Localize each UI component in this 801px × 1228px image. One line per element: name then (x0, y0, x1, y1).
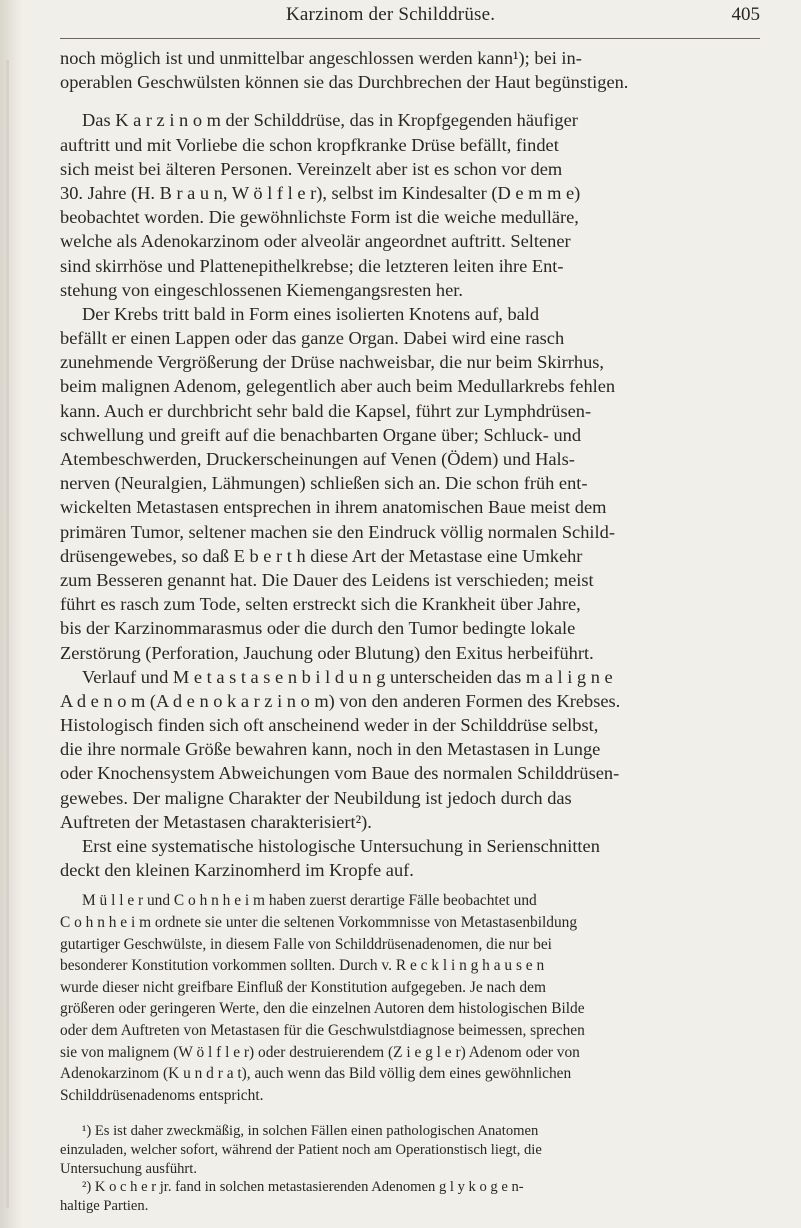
body-line: Verlauf und M e t a s t a s e n b i l d u n g unterscheiden das m a l i g n e (82, 666, 613, 687)
header-rule (60, 38, 760, 39)
body-line: kann. Auch er durchbricht sehr bald die Kapsel, führt zur Lymphdrüsen- (60, 400, 592, 421)
body-line: führt es rasch zum Tode, selten erstreckt sich die Krankheit über Jahre, (60, 594, 581, 615)
page-binding-line (6, 60, 9, 1208)
footnote-line: Untersuchung ausführt. (60, 1160, 197, 1177)
body-line: beim malignen Adenom, gelegentlich aber auch beim Medullarkrebs fehlen (60, 376, 616, 397)
small-line: größeren oder geringeren Werte, den die einzelnen Autoren dem histologischen Bilde (60, 1000, 585, 1018)
body-line: beobachtet worden. Die gewöhnlichste Form ist die weiche medulläre, (60, 207, 579, 228)
body-line: auftritt und mit Vorliebe die schon kropfkranke Drüse befällt, findet (60, 134, 559, 155)
small-line: oder dem Auftreten von Metastasen für die Geschwulstdiagnose beimessen, sprechen (60, 1021, 585, 1039)
body-line: schwellung und greift auf die benachbarten Organe über; Schluck- und (60, 424, 582, 445)
body-line: Histologisch finden sich oft anscheinend weder in der Schilddrüse selbst, (60, 715, 599, 736)
small-line: Schilddrüsenadenoms entspricht. (60, 1086, 264, 1104)
small-print-paragraph (60, 890, 756, 1106)
small-line: sie von malignem (W ö l f l e r) oder destruierendem (Z i e g l e r) Adenom oder von (60, 1043, 580, 1061)
body-line: primären Tumor, seltener machen sie den Eindruck völlig normalen Schild- (60, 521, 615, 542)
body-line: oder Knochensystem Abweichungen vom Baue des normalen Schilddrüsen- (60, 763, 620, 784)
body-line: Auftreten der Metastasen charakterisiert²). (60, 811, 372, 832)
footnote-line: einzuladen, welcher sofort, während der Patient noch am Operationstisch liegt, die (60, 1141, 542, 1158)
body-line: zunehmende Vergrößerung der Drüse nachweisbar, die nur beim Skirrhus, (60, 352, 605, 373)
body-line: operablen Geschwülsten können sie das Durchbrechen der Haut begünstigen. (60, 72, 629, 93)
footnote-line: ²) K o c h e r jr. fand in solchen metastasierenden Adenomen g l y k o g e n- (82, 1179, 524, 1196)
small-line: gutartiger Geschwülste, in diesem Falle von Schilddrüsenadenomen, die nur bei (60, 935, 552, 953)
body-line: befällt er einen Lappen oder das ganze Organ. Dabei wird eine rasch (60, 328, 565, 349)
body-line: Zerstörung (Perforation, Jauchung oder Blutung) den Exitus herbeiführt. (60, 642, 594, 663)
body-line: Das K a r z i n o m der Schilddrüse, das in Kropfgegenden häufiger (82, 110, 578, 131)
body-line: 30. Jahre (H. B r a u n, W ö l f l e r), selbst im Kindesalter (D e m m e) (60, 182, 581, 203)
body-line: bis der Karzinommarasmus oder die durch den Tumor bedingte lokale (60, 618, 576, 639)
page-number: 405 (731, 4, 760, 25)
footnote-line: ¹) Es ist daher zweckmäßig, in solchen Fällen einen pathologischen Anatomen (82, 1123, 539, 1140)
body-line: zum Besseren genannt hat. Die Dauer des Leidens ist verschieden; meist (60, 569, 594, 590)
body-line: sich meist bei älteren Personen. Vereinzelt aber ist es schon vor dem (60, 158, 563, 179)
body-line: Der Krebs tritt bald in Form eines isolierten Knotens auf, bald (82, 303, 540, 324)
small-line: besonderer Konstitution vorkommen sollten. Durch v. R e c k l i n g h a u s e n (60, 957, 545, 975)
body-line: Erst eine systematische histologische Untersuchung in Serienschnitten (82, 836, 600, 856)
body-line: stehung von eingeschlossenen Kiemengangsresten her. (60, 279, 463, 300)
body-line: gewebes. Der maligne Charakter der Neubildung ist jedoch durch das (60, 787, 572, 808)
body-line: wickelten Metastasen entsprechen in ihrem anatomischen Baue meist dem (60, 497, 607, 518)
body-text (60, 46, 756, 882)
running-title: Karzinom der Schilddrüse. (286, 4, 496, 25)
small-line: Adenokarzinom (K u n d r a t), auch wenn das Bild völlig dem eines gewöhnlichen (60, 1065, 572, 1083)
footnote-line: haltige Partien. (60, 1197, 149, 1214)
body-line: die ihre normale Größe bewahren kann, noch in den Metastasen in Lunge (60, 739, 601, 760)
body-line: Atembeschwerden, Druckerscheinungen auf Venen (Ödem) und Hals- (60, 449, 575, 469)
body-line: sind skirrhöse und Plattenepithelkrebse; die letzteren leiten ihre Ent- (60, 255, 564, 276)
running-header (60, 4, 760, 32)
small-line: wurde dieser nicht greifbare Einfluß der Konstitution aufgegeben. Je nach dem (60, 978, 546, 996)
body-line: A d e n o m (A d e n o k a r z i n o m) von den anderen Formen des Krebses. (60, 690, 621, 711)
body-line: drüsengewebes, so daß E b e r t h diese Art der Metastase eine Umkehr (60, 545, 583, 566)
body-line: deckt den kleinen Karzinomherd im Kropfe auf. (60, 860, 414, 881)
small-line: C o h n h e i m ordnete sie unter die seltenen Vorkommnisse von Metastasenbildung (60, 913, 578, 931)
body-line: noch möglich ist und unmittelbar angeschlossen werden kann¹); bei in- (60, 48, 582, 68)
small-line: M ü l l e r und C o h n h e i m haben zuerst derartige Fälle beobachtet und (82, 892, 537, 910)
page-binding-shadow (0, 0, 22, 1228)
footnotes (60, 1122, 756, 1215)
body-line: welche als Adenokarzinom oder alveolär angeordnet auftritt. Seltener (60, 231, 571, 252)
body-line: nerven (Neuralgien, Lähmungen) schließen sich an. Die schon früh ent- (60, 473, 588, 494)
page-text (60, 46, 756, 1215)
